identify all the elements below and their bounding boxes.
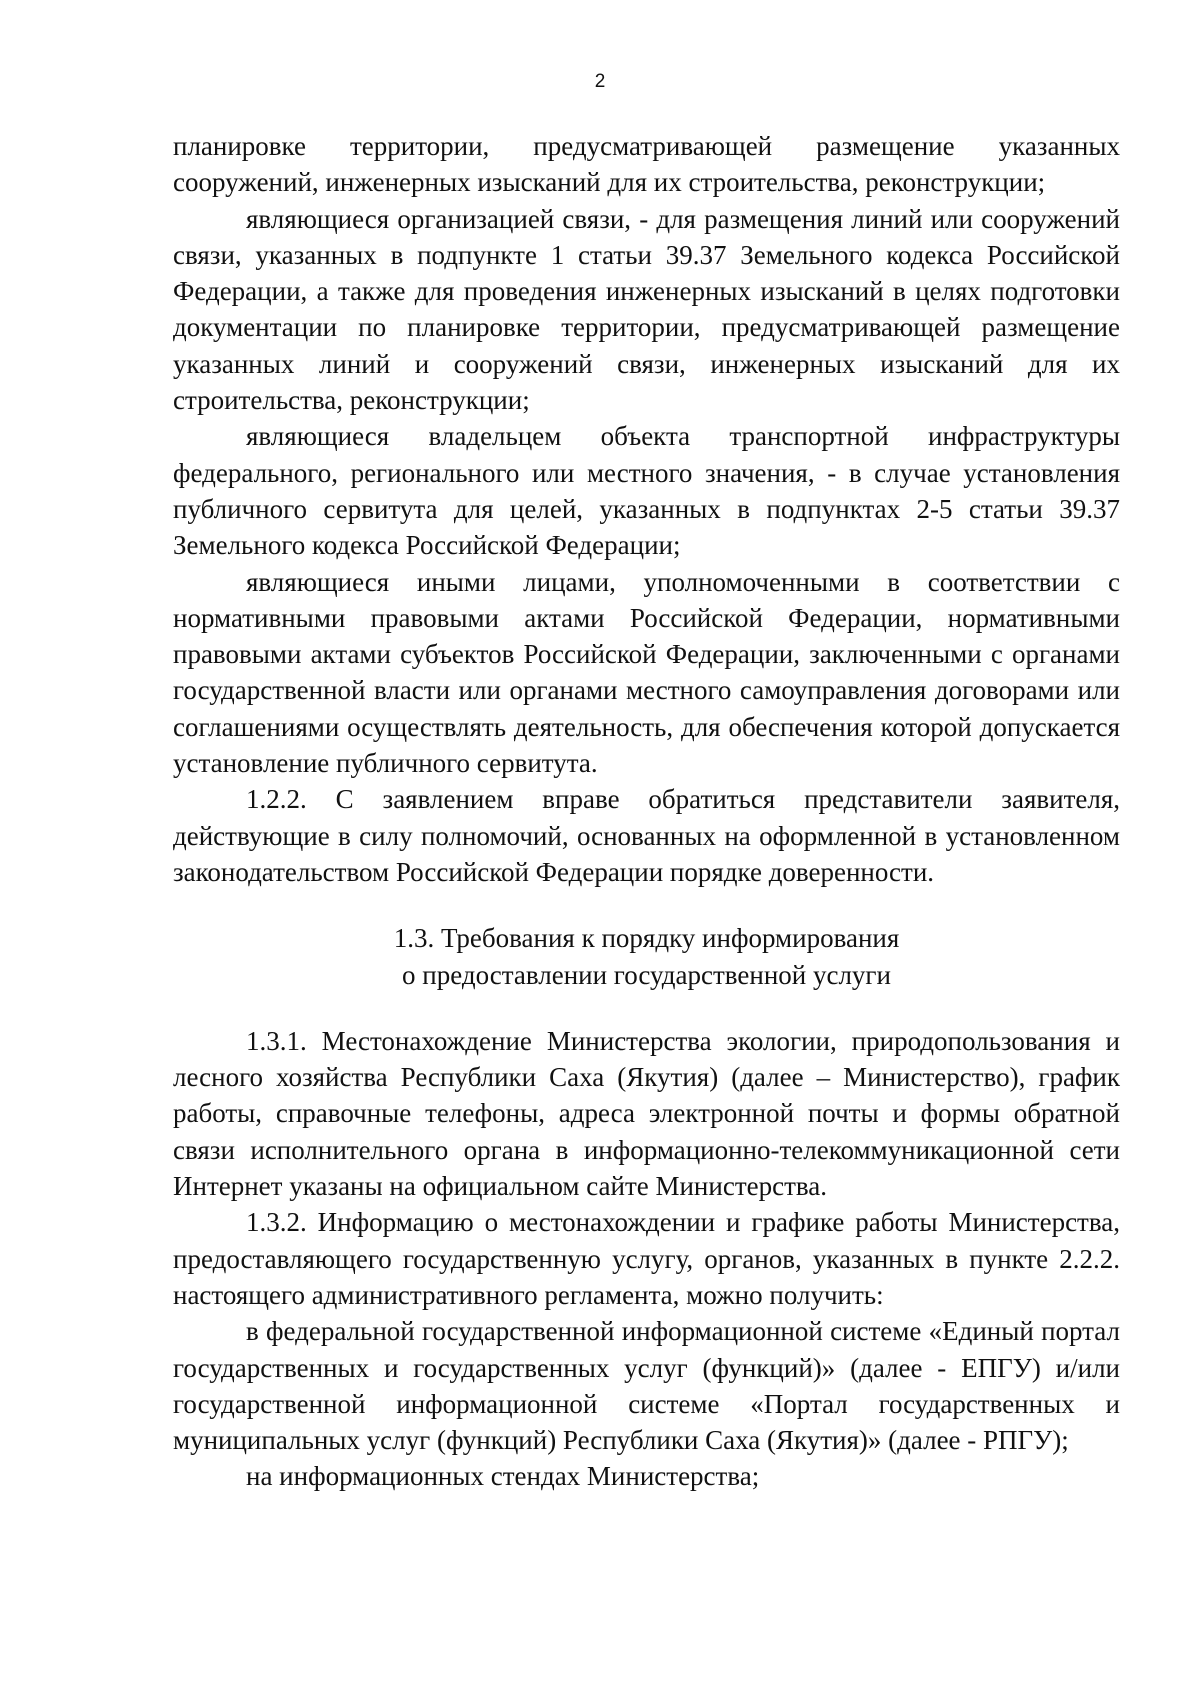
paragraph: 1.2.2. С заявлением вправе обратиться представители заявителя, действующие в силу полномочий, основанных на оформленной в установленном законодательством Российской Федерации порядке доверенности. — [173, 784, 1120, 887]
page-number: 2 — [594, 71, 606, 92]
paragraph: 1.3.1. Местонахождение Министерства экологии, природопользования и лесного хозяйства Республики Саха (Якутия) (далее – Министерство), график работы, справочные телефоны, адреса электронной почты и формы обратной связи исполнительного органа в информационно-телекоммуникационной сети Интернет указаны на официальном сайте Министерства. — [173, 1025, 1120, 1202]
paragraph: в федеральной государственной информационной системе «Единый портал государственных и государственных услуг (функций)» (далее - ЕПГУ) и/или государственной информационной системе «Портал государственных и муниципальных услуг (функций) Республики Саха (Якутия)» (далее - РПГУ); — [173, 1316, 1120, 1456]
section-heading-line-1: 1.3. Требования к порядку информирования — [393, 923, 900, 954]
section-heading-line-2: о предоставлении государственной услуги — [402, 959, 891, 990]
paragraph: являющиеся иными лицами, уполномоченными в соответствии с нормативными правовыми актами Российской Федерации, нормативными правовыми актами субъектов Российской Федерации, заключенными с органами государственной власти или органами местного самоуправления договорами или соглашениями осуществлять деятельность, для обеспечения которой допускается установление публичного сервитута. — [173, 566, 1120, 779]
paragraph: являющиеся владельцем объекта транспортной инфраструктуры федерального, регионального или местного значения, - в случае установления публичного сервитута для целей, указанных в подпунктах 2-5 статьи 39.37 Земельного кодекса Российской Федерации; — [173, 421, 1120, 561]
paragraph: на информационных стендах Министерства; — [246, 1461, 760, 1492]
paragraph: 1.3.2. Информацию о местонахождении и графике работы Министерства, предоставляющего государственную услугу, органов, указанных в пункте 2.2.2. настоящего административного регламента, можно получить: — [173, 1207, 1120, 1310]
paragraph: планировке территории, предусматривающей размещение указанных сооружений, инженерных изысканий для их строительства, реконструкции; — [173, 131, 1120, 198]
paragraph: являющиеся организацией связи, - для размещения линий или сооружений связи, указанных в подпункте 1 статьи 39.37 Земельного кодекса Российской Федерации, а также для проведения инженерных изысканий в целях подготовки документации по планировке территории, предусматривающей размещение указанных линий и сооружений связи, инженерных изысканий для их строительства, реконструкции; — [173, 203, 1120, 416]
section-heading — [173, 920, 1120, 993]
document-body — [173, 128, 1120, 1495]
